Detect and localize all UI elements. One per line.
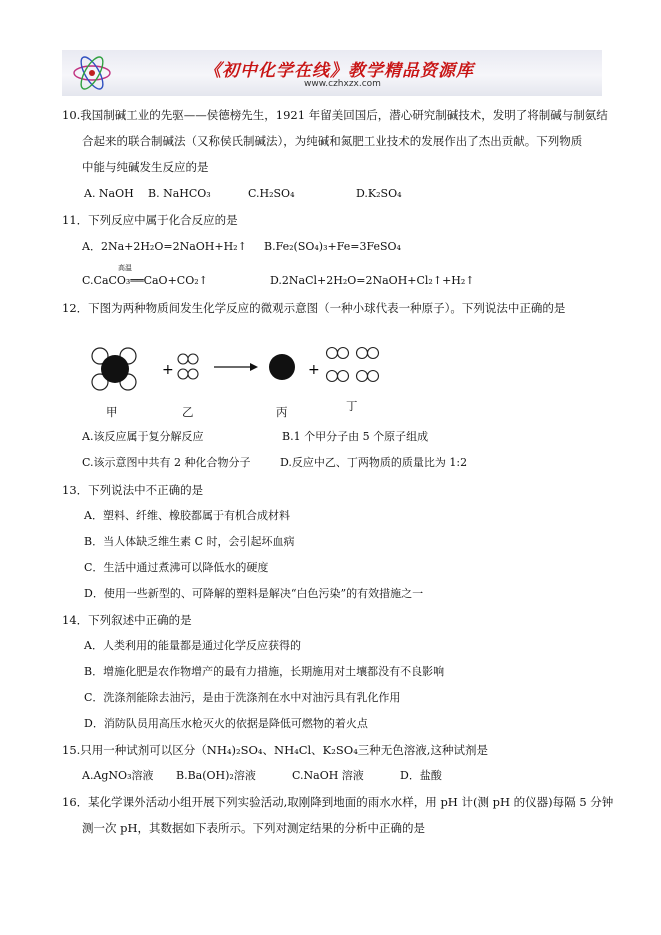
label-yi: 乙: [182, 405, 194, 419]
q14-option-b: B．增施化肥是农作物增产的最有力措施，长期施用对土壤都没有不良影响: [84, 665, 445, 678]
q13-option-c: C．生活中通过煮沸可以降低水的硬度: [84, 561, 269, 574]
molecule-ding: [327, 348, 379, 382]
q11-option-c: C.CaCO₃══CaO+CO₂↑: [82, 274, 208, 287]
q14-option-c: C．洗涤剂能除去油污，是由于洗涤剂在水中对油污具有乳化作用: [84, 691, 401, 704]
q16-line-1: 16．某化学课外活动小组开展下列实验活动,取刚降到地面的雨水水样，用 pH 计(测 pH 的仪器)每隔 5 分钟: [62, 795, 614, 809]
label-bing: 丙: [276, 405, 288, 419]
plus-sign-right: +: [308, 362, 320, 378]
q15-stem: 15.只用一种试剂可以区分（NH₄)₂SO₄、NH₄Cl、K₂SO₄三种无色溶液,这种试剂是: [62, 743, 488, 757]
reaction-diagram-svg: [82, 340, 442, 420]
label-jia: 甲: [106, 405, 118, 419]
q13-stem: 13．下列说法中不正确的是: [62, 483, 204, 497]
molecule-jia: [92, 348, 136, 390]
q11-option-b: B.Fe₂(SO₄)₃+Fe=3FeSO₄: [264, 240, 401, 253]
molecule-yi: [178, 354, 198, 379]
q10-option-c: C.H₂SO₄: [248, 187, 295, 200]
arrow-head-icon: [250, 363, 258, 371]
q10-option-a: A. NaOH: [84, 187, 134, 200]
q11-stem: 11．下列反应中属于化合反应的是: [62, 213, 238, 227]
q16-line-2: 测一次 pH，其数据如下表所示。下列对测定结果的分析中正确的是: [82, 821, 426, 835]
q10-line-3: 中能与纯碱发生反应的是: [82, 160, 209, 174]
q15-option-c: C.NaOH 溶液: [292, 769, 364, 782]
q12-option-b: B.1 个甲分子由 5 个原子组成: [282, 430, 429, 443]
molecule-bing: [269, 354, 295, 380]
q14-option-d: D．消防队员用高压水枪灭火的依据是降低可燃物的着火点: [84, 717, 368, 730]
q11-condition-label: 高温: [118, 264, 132, 272]
q13-option-b: B．当人体缺乏维生素 C 时，会引起坏血病: [84, 535, 295, 548]
header-banner: [62, 50, 602, 96]
q10-option-b: B. NaHCO₃: [148, 187, 211, 200]
q11-option-d: D.2NaCl+2H₂O=2NaOH+Cl₂↑+H₂↑: [270, 274, 475, 287]
q10-option-d: D.K₂SO₄: [356, 187, 402, 200]
q15-option-d: D．盐酸: [400, 769, 442, 782]
q15-option-b: B.Ba(OH)₂溶液: [176, 769, 256, 782]
q12-stem: 12．下图为两种物质间发生化学反应的微观示意图（一种小球代表一种原子）。下列说法中正确的是: [62, 301, 566, 315]
q14-option-a: A．人类利用的能量都是通过化学反应获得的: [84, 639, 301, 652]
q13-option-d: D．使用一些新型的、可降解的塑料是解决“白色污染”的有效措施之一: [84, 587, 424, 600]
label-ding: 丁: [346, 399, 358, 413]
banner-url: www.czhxzx.com: [304, 79, 381, 89]
reaction-diagram: [82, 340, 442, 420]
q11-option-a: A．2Na+2H₂O=2NaOH+H₂↑: [82, 240, 247, 253]
atom-logo-icon: [68, 54, 116, 92]
plus-sign-left: +: [162, 362, 174, 378]
q12-option-d: D.反应中乙、丁两物质的质量比为 1:2: [280, 456, 468, 469]
banner-title: 《初中化学在线》教学精品资源库: [204, 61, 474, 81]
q13-option-a: A．塑料、纤维、橡胶都属于有机合成材料: [84, 509, 290, 522]
q10-line-1: 10.我国制碱工业的先驱——侯德榜先生，1921 年留美回国后，潜心研究制碱技术，发明了将制碱与制氨结: [62, 108, 608, 122]
q14-stem: 14．下列叙述中正确的是: [62, 613, 192, 627]
q15-option-a: A.AgNO₃溶液: [82, 769, 154, 782]
q12-option-c: C.该示意图中共有 2 种化合物分子: [82, 456, 251, 469]
q12-option-a: A.该反应属于复分解反应: [82, 430, 204, 443]
q10-line-2: 合起来的联合制碱法（又称侯氏制碱法），为纯碱和氮肥工业技术的发展作出了杰出贡献。下列物质: [82, 134, 583, 148]
